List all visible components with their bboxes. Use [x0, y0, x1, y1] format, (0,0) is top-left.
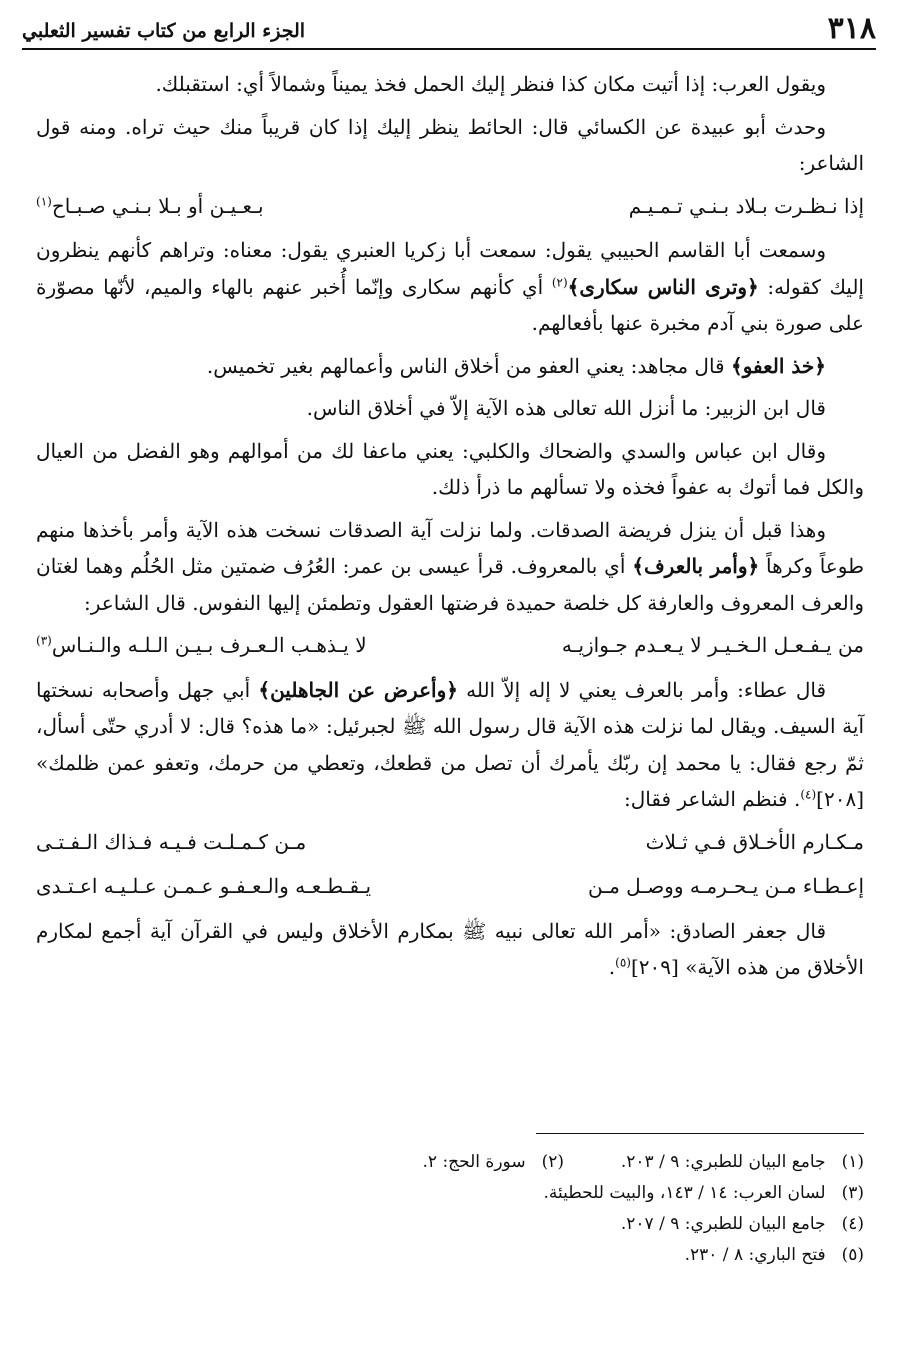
verse-first-hemistich: مـكـارم الأخـلاق فـي ثـلاث	[645, 829, 864, 854]
footnote-row	[36, 1147, 864, 1178]
paragraph-text: أبي جهل وأصحابه نسختها آية السيف. ويقال لما نزلت هذه الآية قال رسول الله ﷺ لجبرئيل: «ما هذه؟ قال: لا أدري حتّى أسأل، ثمّ رجع فقال: يا محمد إن ربّك يأمرك أن تصل من قطعك، وتعطي من حرمك، وتعفو عمن ظلمك» [٢٠٨]	[36, 677, 864, 811]
verse-text: بـعـيـن أو بـلا بـنـي صـبـاح	[51, 193, 264, 218]
paragraph: وحدث أبو عبيدة عن الكسائي قال: الحائط ينظر إليك إذا كان قريباً منك حيث تراه. ومنه قول الشاعر:	[36, 114, 864, 175]
footnotes	[36, 1147, 864, 1271]
poetry-verse	[36, 824, 864, 861]
footnote-text: لسان العرب: ١٤ / ١٤٣، والبيت للحطيئة.	[543, 1183, 826, 1203]
poetry-verse	[36, 868, 864, 905]
verse-second-hemistich: مـن كـمـلـت فـيـه فـذاك الـفـتـى	[36, 829, 307, 854]
verse-text: لا يـذهـب الـعـرف بـيـن الـلـه والـنـاس	[51, 633, 367, 657]
paragraph	[36, 672, 864, 818]
footnote-number: (٣)	[841, 1183, 864, 1203]
footnote	[543, 1178, 864, 1209]
paragraph-text: وهذا قبل أن ينزل فريضة الصدقات. ولما نزلت آية الصدقات نسخت هذه الآية وأمر بأخذها منهم طوعاً وكرهاً	[36, 517, 864, 578]
paragraph	[36, 913, 864, 986]
paragraph-text: وسمعت أبا القاسم الحبيبي يقول: سمعت أبا زكريا العنبري يقول: معناه: وتراهم كأنهم ينظرون إليك كقوله:	[36, 238, 864, 299]
footnote-number: (٥)	[841, 1245, 864, 1265]
quran-quote: ﴿وأعرض عن الجاهلين﴾	[258, 677, 458, 702]
paragraph	[36, 348, 864, 385]
footnote-number: (٢)	[541, 1152, 564, 1172]
paragraph	[36, 512, 864, 622]
paragraph-text: أي بالمعروف. قرأ عيسى بن عمر: العُرُف ضمتين مثل الحُلُم وهما لغتان والعرف المعروف والعارفة كل خلصة حميدة فرضتها العقول وتطمئن إليها النفوس. قال الشاعر:	[36, 554, 864, 615]
footnote-marker: (٢)	[551, 274, 568, 289]
footnote-number: (٤)	[841, 1214, 864, 1234]
footnote-number: (١)	[841, 1152, 864, 1172]
page-number: ٣١٨	[827, 11, 876, 46]
quran-quote: ﴿وترى الناس سكارى﴾	[567, 274, 759, 299]
page-body	[36, 66, 864, 992]
verse-second-hemistich	[36, 627, 367, 664]
footnote	[423, 1147, 565, 1178]
footnote-text: جامع البيان للطبري: ٩ / ٢٠٧.	[620, 1214, 826, 1234]
verse-second-hemistich	[36, 188, 264, 225]
footnote-text: فتح الباري: ٨ / ٢٣٠.	[684, 1245, 826, 1265]
footnote-marker: (١)	[36, 193, 52, 208]
paragraph-text: قال مجاهد: يعني العفو من أخلاق الناس وأعمالهم بغير تخميس.	[206, 353, 731, 378]
page-header	[22, 10, 876, 50]
footnote	[685, 1240, 864, 1271]
verse-second-hemistich: يـقـطـعـه والـعـفـو عـمـن عـلـيـه اعـتـدى	[36, 874, 372, 898]
footnote-marker: (٥)	[615, 955, 631, 970]
footnote-text: سورة الحج: ٢.	[422, 1152, 526, 1172]
footnote-separator	[536, 1133, 864, 1134]
verse-first-hemistich: إذا نـظـرت بـلاد بـنـي تـمـيـم	[628, 193, 864, 218]
poetry-verse	[36, 627, 864, 664]
quran-quote: ﴿خذ العفو﴾	[730, 353, 826, 378]
quran-quote: ﴿وأمر بالعرف﴾	[632, 554, 760, 578]
paragraph-text: . فنظم الشاعر فقال:	[623, 787, 801, 811]
footnote-text: جامع البيان للطبري: ٩ / ٢٠٣.	[620, 1152, 826, 1172]
paragraph-text: قال جعفر الصادق: «أمر الله تعالى نبيه ﷺ بمكارم الأخلاق وليس في القرآن آية أجمع لمكارم الأخلاق من هذه الآية» [٢٠٩]	[36, 918, 864, 979]
verse-first-hemistich: من يـفـعـل الـخـيـر لا يـعـدم جـوازيـه	[561, 633, 864, 657]
footnote	[621, 1209, 864, 1240]
footnote-row	[36, 1178, 864, 1209]
paragraph-text: أي كأنهم سكارى وإنّما أُخبر عنهم بالهاء والميم، لأنّها مصوّرة على صورة بني آدم مخبرة عنها بأفعالهم.	[36, 274, 864, 335]
footnote-row	[36, 1240, 864, 1271]
paragraph: ويقول العرب: إذا أتيت مكان كذا فنظر إليك الحمل فخذ يميناً وشمالاً أي: استقبلك.	[155, 72, 826, 96]
paragraph-text: قال عطاء: وأمر بالعرف يعني لا إله إلاّ الله	[457, 677, 827, 702]
paragraph	[36, 232, 864, 342]
footnote-row	[36, 1209, 864, 1240]
paragraph-text: .	[608, 955, 616, 979]
running-title: الجزء الرابع من كتاب تفسير الثعلبي	[22, 20, 306, 42]
verse-first-hemistich: إعـطـاء مـن يـحـرمـه ووصـل مـن	[588, 874, 864, 898]
paragraph: قال ابن الزبير: ما أنزل الله تعالى هذه الآية إلاّ في أخلاق الناس.	[306, 396, 826, 420]
footnote-marker: (٣)	[36, 633, 52, 648]
poetry-verse	[36, 188, 864, 225]
footnote	[564, 1147, 864, 1178]
paragraph: وقال ابن عباس والسدي والضحاك والكلبي: يعني ماعفا لك من أموالهم وهو الفضل من العيال والكل فما أتوك به عفواً فخذه ولا تسألهم ما ذرأ ذلك.	[36, 438, 864, 499]
footnote-marker: (٤)	[800, 787, 817, 802]
